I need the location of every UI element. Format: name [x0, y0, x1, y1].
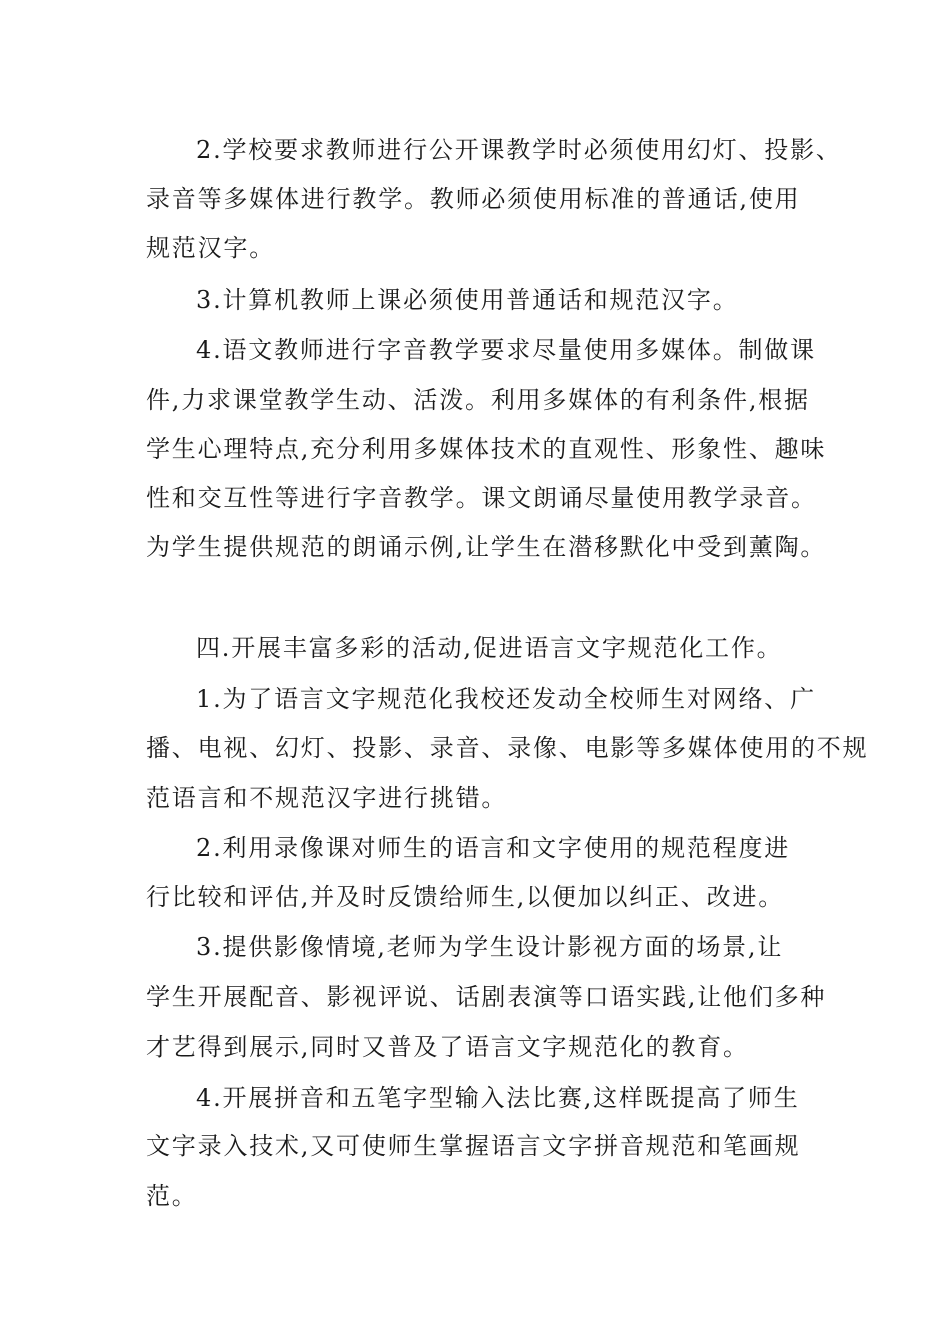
paragraph-line: 1.为了语言文字规范化我校还发动全校师生对网络、广 — [196, 685, 816, 713]
paragraph-line: 行比较和评估,并及时反馈给师生,以便加以纠正、改进。 — [146, 883, 785, 911]
paragraph-line: 文字录入技术,又可使师生掌握语言文字拼音规范和笔画规 — [146, 1132, 801, 1160]
paragraph-line: 3.提供影像情境,老师为学生设计影视方面的场景,让 — [196, 933, 784, 961]
paragraph-line: 播、电视、幻灯、投影、录音、录像、电影等多媒体使用的不规 — [146, 734, 869, 762]
paragraph-line: 4.开展拼音和五笔字型输入法比赛,这样既提高了师生 — [196, 1084, 800, 1112]
paragraph-line: 范。 — [146, 1182, 198, 1210]
paragraph-line: 4.语文教师进行字音教学要求尽量使用多媒体。制做课 — [196, 336, 816, 364]
paragraph-line: 学生开展配音、影视评说、话剧表演等口语实践,让他们多种 — [146, 983, 827, 1011]
paragraph-line: 3.计算机教师上课必须使用普通话和规范汉字。 — [196, 286, 739, 314]
paragraph-line: 范语言和不规范汉字进行挑错。 — [146, 784, 508, 812]
paragraph-line: 录音等多媒体进行教学。教师必须使用标准的普通话,使用 — [146, 185, 801, 213]
paragraph-line: 规范汉字。 — [146, 234, 275, 262]
paragraph-line: 为学生提供规范的朗诵示例,让学生在潜移默化中受到薰陶。 — [146, 533, 827, 561]
paragraph-line: 2.学校要求教师进行公开课教学时必须使用幻灯、投影、 — [196, 136, 842, 164]
paragraph-line: 件,力求课堂教学生动、活泼。利用多媒体的有利条件,根据 — [146, 386, 810, 414]
section-heading: 四.开展丰富多彩的活动,促进语言文字规范化工作。 — [196, 634, 783, 662]
paragraph-line: 性和交互性等进行字音教学。课文朗诵尽量使用教学录音。 — [146, 484, 817, 512]
paragraph-line: 才艺得到展示,同时又普及了语言文字规范化的教育。 — [146, 1033, 749, 1061]
paragraph-line: 2.利用录像课对师生的语言和文字使用的规范程度进 — [196, 834, 791, 862]
paragraph-line: 学生心理特点,充分利用多媒体技术的直观性、形象性、趣味 — [146, 435, 827, 463]
